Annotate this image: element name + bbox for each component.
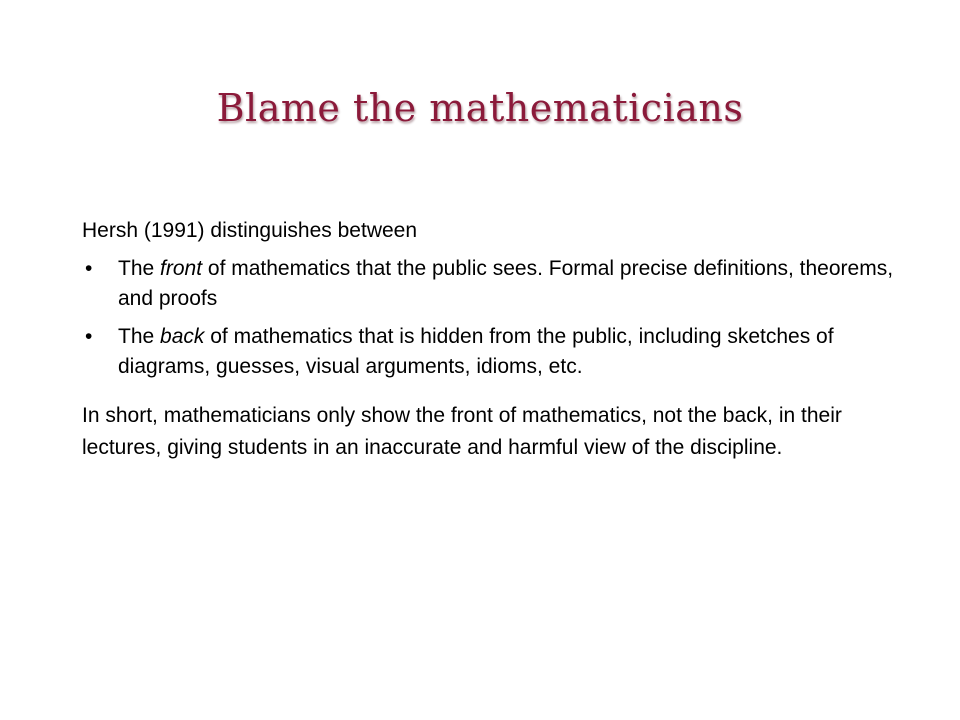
- bullet-item-front: [82, 254, 902, 314]
- bullet-text-post: of mathematics that the public sees. Formal precise definitions, theorems, and proofs: [118, 257, 894, 310]
- bullet-item-back: [82, 322, 902, 382]
- bullet-emphasis-back: back: [160, 325, 205, 348]
- bullet-text-pre: The: [118, 257, 161, 280]
- slide-body: [82, 216, 902, 464]
- slide-title: Blame the mathematicians: [216, 86, 744, 130]
- bullet-text-pre: The: [118, 325, 161, 348]
- bullet-emphasis-front: front: [160, 257, 203, 280]
- bullet-marker: •: [85, 257, 93, 280]
- bullet-list: [82, 254, 902, 382]
- intro-text: Hersh (1991) distinguishes between: [82, 219, 418, 242]
- bullet-text-post: of mathematics that is hidden from the public, including sketches of diagrams, guesses, visual arguments, idioms, etc.: [118, 325, 834, 378]
- summary-text: In short, mathematicians only show the front of mathematics, not the back, in their lectures, giving students in an inaccurate and harmful view of the discipline.: [82, 404, 842, 459]
- bullet-marker: •: [85, 325, 93, 348]
